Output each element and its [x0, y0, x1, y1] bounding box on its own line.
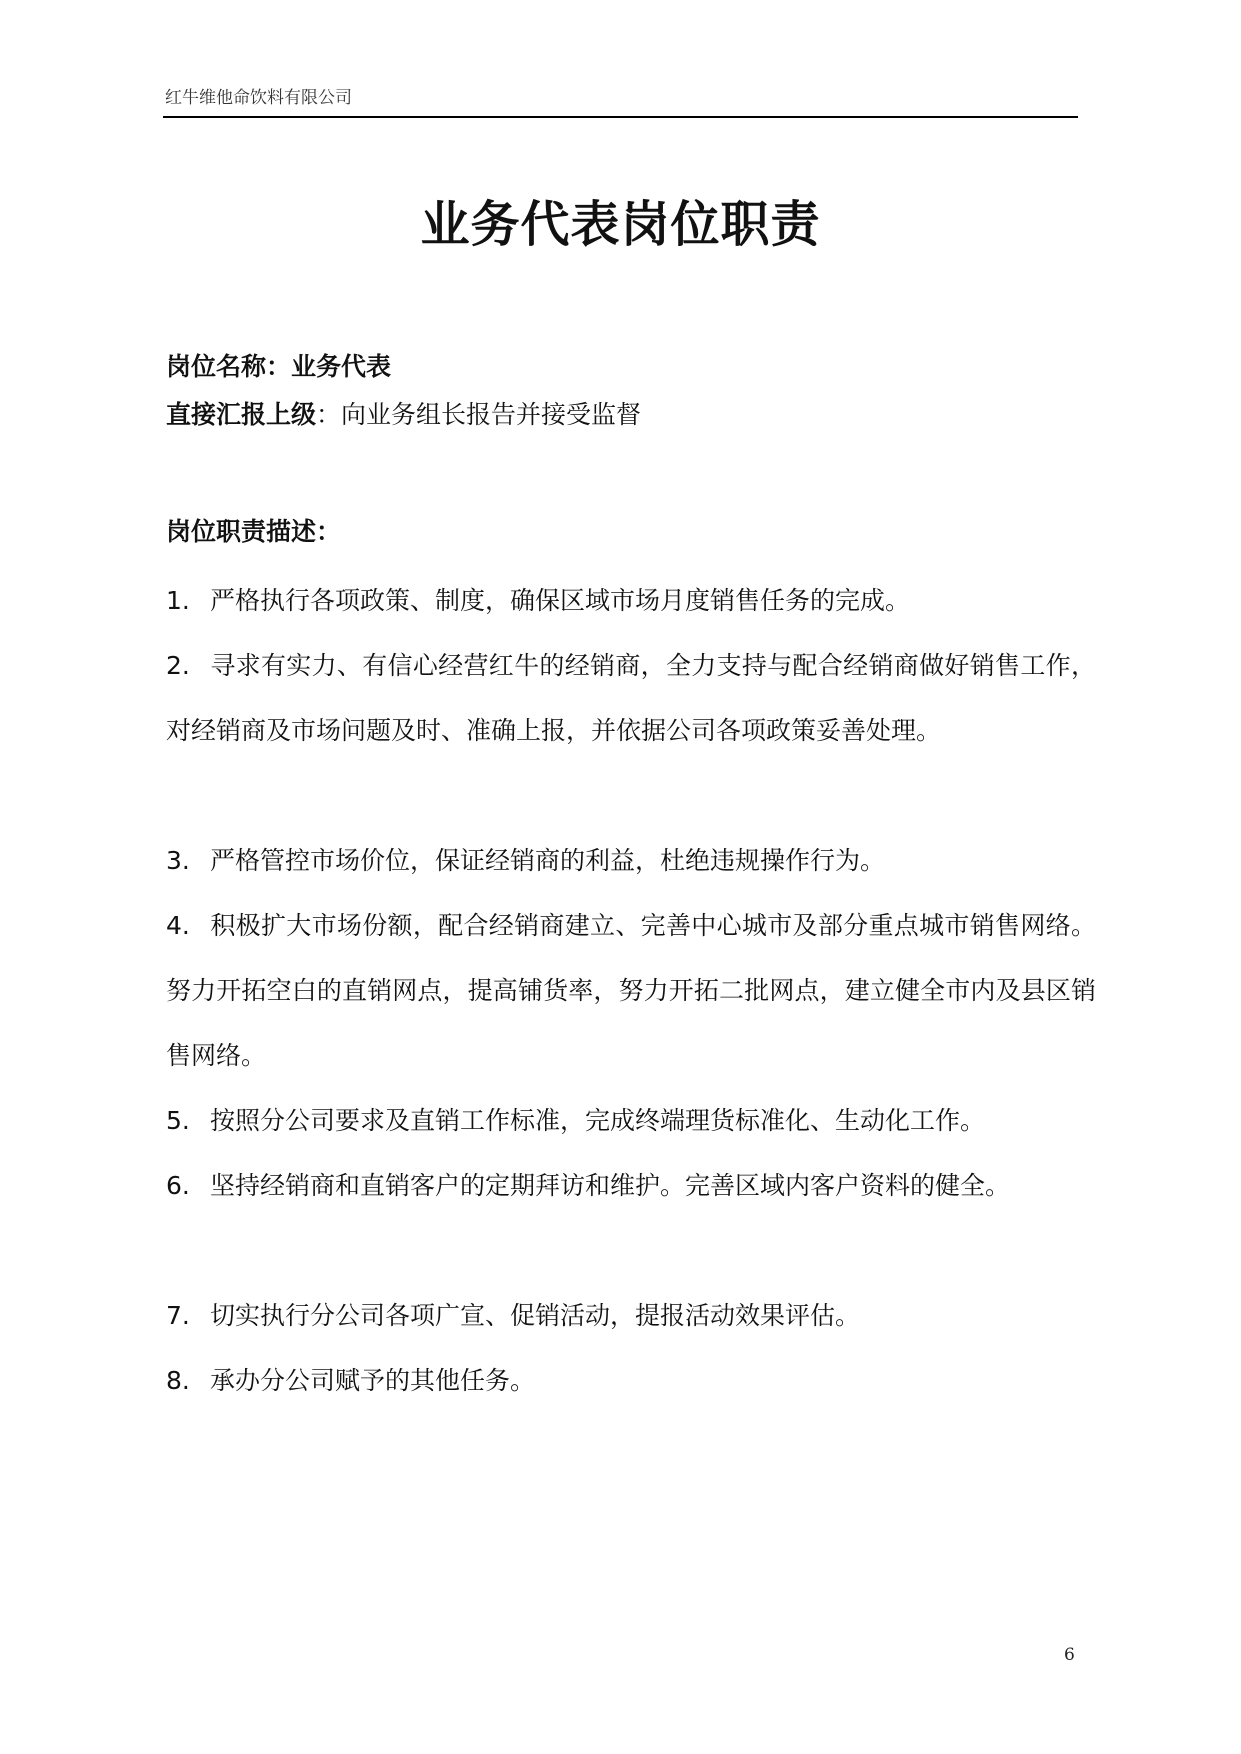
duty-item [166, 1283, 1096, 1348]
duty-number: 5. [166, 1106, 190, 1135]
duty-text: 寻求有实力、有信心经营红牛的经销商，全力支持与配合经销商做好销售工作，对经销商及市场问题及时、准确上报，并依据公司各项政策妥善处理。 [166, 651, 1096, 745]
duty-item [166, 568, 1096, 633]
reports-to-label: 直接汇报上级 [166, 400, 317, 429]
reports-to-value: ：向业务组长报告并接受监督 [316, 400, 642, 429]
duty-text: 严格管控市场价位，保证经销商的利益，杜绝违规操作行为。 [210, 846, 886, 875]
position-name-label: 岗位名称： [166, 352, 292, 381]
page-number: 6 [1064, 1645, 1075, 1665]
duty-item [166, 828, 1096, 893]
page-header [163, 88, 1078, 118]
duty-number: 2. [166, 651, 190, 680]
duty-number: 7. [166, 1301, 190, 1330]
duty-text: 承办分公司赋予的其他任务。 [210, 1366, 536, 1395]
duty-item [166, 1153, 1096, 1218]
duty-number: 8. [166, 1366, 190, 1395]
duty-text: 积极扩大市场份额，配合经销商建立、完善中心城市及部分重点城市销售网络。努力开拓空白的直销网点，提高铺货率，努力开拓二批网点，建立健全市内及县区销售网络。 [166, 911, 1096, 1070]
duty-item [166, 633, 1096, 763]
duty-text: 坚持经销商和直销客户的定期拜访和维护。完善区域内客户资料的健全。 [210, 1171, 1011, 1200]
company-name: 红牛维他命饮料有限公司 [165, 88, 352, 108]
duties-heading: 岗位职责描述： [166, 517, 342, 546]
duty-text: 严格执行各项政策、制度，确保区域市场月度销售任务的完成。 [210, 586, 911, 615]
duty-item [166, 1348, 1096, 1413]
duty-text: 按照分公司要求及直销工作标准，完成终端理货标准化、生动化工作。 [210, 1106, 986, 1135]
duty-item [166, 1088, 1096, 1153]
document-title: 业务代表岗位职责 [420, 196, 821, 253]
duty-number: 3. [166, 846, 190, 875]
reports-to-line [166, 397, 641, 433]
duty-text: 切实执行分公司各项广宣、促销活动，提报活动效果评估。 [210, 1301, 861, 1330]
duty-number: 4. [166, 911, 190, 940]
position-name-value: 业务代表 [291, 352, 392, 381]
duty-number: 6. [166, 1171, 190, 1200]
position-name-line [166, 349, 391, 385]
duty-number: 1. [166, 586, 190, 615]
duty-item [166, 893, 1096, 1088]
